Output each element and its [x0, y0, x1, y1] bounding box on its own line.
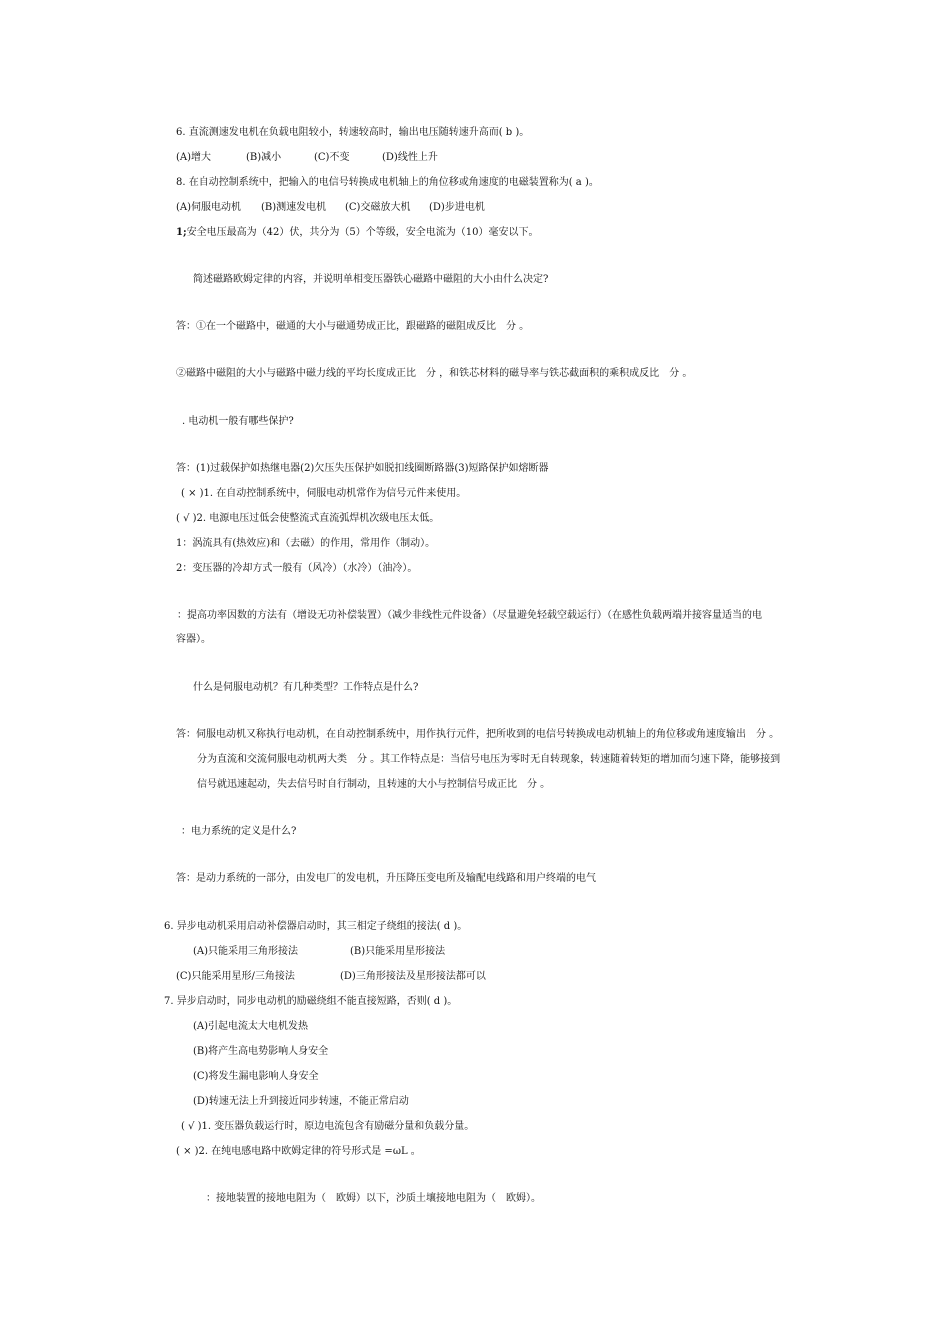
option-a: (A)伺服电动机	[176, 202, 242, 213]
question-servo-device: 8. 在自动控制系统中，把输入的电信号转换成电机轴上的角位移或角速度的电磁装置称为( a )。	[176, 177, 599, 188]
fill-blank-transformer-cooling: 2：变压器的冷却方式一般有（风冷）（水冷）（油冷）。	[176, 563, 418, 574]
option-c: (C)交磁放大机	[345, 202, 411, 213]
item-number: 1;	[176, 227, 187, 238]
option-c: (C)只能采用星形/三角接法	[176, 971, 295, 982]
option-b: (B)只能采用星形接法	[350, 946, 446, 957]
question-async-starter: 6. 异步电动机采用启动补偿器启动时，其三相定子绕组的接法( d )。	[164, 921, 468, 932]
question-magnetic-ohm-law: 简述磁路欧姆定律的内容，并说明单相变压器铁心磁路中磁阻的大小由什么决定?	[193, 274, 549, 285]
fill-blank-eddy-current: 1：涡流具有(热效应)和（去磁）的作用，常用作（制动）。	[176, 538, 436, 549]
option-d: (D)步进电机	[429, 202, 485, 213]
question-async-starter-options-row2	[176, 970, 486, 984]
option-b: (B)减小	[246, 152, 282, 163]
option-c: (C)不变	[314, 152, 350, 163]
question-async-starter-options-row1	[193, 945, 445, 959]
question-servo-motor: 什么是伺服电动机？有几种类型？工作特点是什么?	[193, 682, 419, 693]
answer-servo-motor-1: 答：伺服电动机又称执行电动机，在自动控制系统中，用作执行元件，把所收到的电信号转换成电动机轴上的角位移或角速度输出 分 。	[176, 729, 780, 740]
safety-voltage-text: 安全电压最高为（42）伏，共分为（5）个等级，安全电流为（10）毫安以下。	[186, 227, 539, 238]
option-a: (A)增大	[176, 152, 212, 163]
option-b: (B)将产生高电势影响人身安全	[193, 1046, 329, 1057]
true-false-item: ( × )2. 在纯电感电路中欧姆定律的符号形式是 =ωL 。	[176, 1146, 421, 1157]
power-factor-line-2: 容器）。	[176, 634, 211, 645]
true-false-item: ( × )1. 在自动控制系统中，伺服电动机常作为信号元件来使用。	[181, 488, 467, 499]
option-a: (A)引起电流太大电机发热	[193, 1021, 309, 1032]
question-dc-tachogenerator: 6. 直流测速发电机在负载电阻较小，转速较高时，输出电压随转速升高而( b )。	[176, 127, 530, 138]
question-grounding-resistance: ：接地装置的接地电阻为（ 欧姆）以下，沙质土壤接地电阻为（ 欧姆）。	[206, 1193, 541, 1204]
question-sync-motor-start: 7. 异步启动时，同步电动机的励磁绕组不能直接短路，否则( d )。	[164, 996, 458, 1007]
answer-magnetic-ohm-law-2: ②磁路中磁阻的大小与磁路中磁力线的平均长度成正比 分 ，和铁芯材料的磁导率与铁芯截面积的乘积成反比 分 。	[176, 368, 693, 379]
answer-motor-protection: 答：(1)过载保护如热继电器(2)欠压失压保护如脱扣线圈断路器(3)短路保护如熔断器	[176, 463, 549, 474]
question-servo-device-options	[176, 201, 485, 215]
option-d: (D)转速无法上升到接近同步转速，不能正常启动	[193, 1096, 409, 1107]
true-false-item: ( √ )1. 变压器负载运行时，原边电流包含有励磁分量和负载分量。	[181, 1121, 475, 1132]
question-dc-tachogenerator-options	[176, 151, 438, 165]
answer-power-system: 答：是动力系统的一部分，由发电厂的发电机，升压降压变电所及输配电线路和用户终端的电气	[176, 873, 596, 884]
option-d: (D)线性上升	[382, 152, 438, 163]
answer-servo-motor-2: 分为直流和交流伺服电动机两大类 分 。其工作特点是：当信号电压为零时无自转现象，转速随着转矩的增加而匀速下降，能够接到	[197, 754, 781, 765]
question-motor-protection: . 电动机一般有哪些保护?	[182, 416, 294, 427]
answer-servo-motor-3: 信号就迅速起动，失去信号时自行制动，且转速的大小与控制信号成正比 分 。	[197, 779, 551, 790]
question-power-system: ：电力系统的定义是什么?	[181, 826, 297, 837]
option-b: (B)测速发电机	[261, 202, 327, 213]
option-c: (C)将发生漏电影响人身安全	[193, 1071, 319, 1082]
true-false-item: ( √ )2. 电源电压过低会使整流式直流弧焊机次级电压太低。	[176, 513, 440, 524]
safety-voltage-line	[176, 226, 538, 240]
option-a: (A)只能采用三角形接法	[193, 946, 299, 957]
power-factor-line-1: ：提高功率因数的方法有（增设无功补偿装置）（减少非线性元件设备）（尽量避免轻载空载运行）（在感性负载两端并接容量适当的电	[177, 610, 762, 621]
option-d: (D)三角形接法及星形接法都可以	[340, 971, 486, 982]
answer-magnetic-ohm-law-1: 答：①在一个磁路中，磁通的大小与磁通势成正比，跟磁路的磁阻成反比 分 。	[176, 321, 530, 332]
